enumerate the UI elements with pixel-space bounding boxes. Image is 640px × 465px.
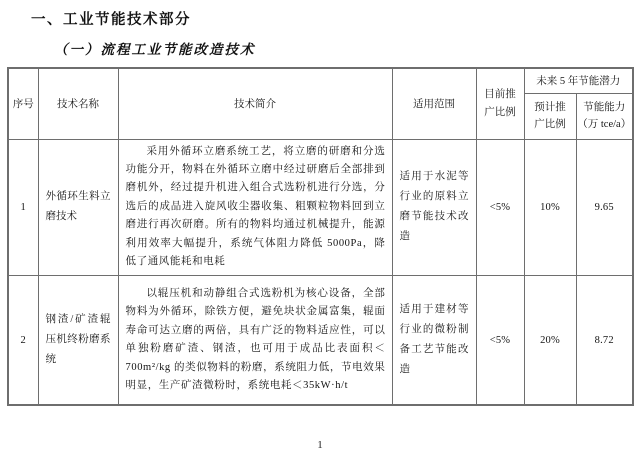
cell-tech-brief	[118, 275, 392, 405]
cell-tech-name	[38, 275, 118, 405]
cell-expected-ratio: 20%	[524, 275, 576, 405]
col-header-expected-ratio	[524, 93, 576, 139]
technology-table	[7, 67, 634, 406]
cell-seq: 2	[8, 275, 38, 405]
col-header-expected-ratio-line2: 广比例	[534, 119, 566, 130]
cell-scope	[392, 139, 476, 275]
col-header-name: 技术名称	[38, 68, 118, 139]
tech-name-text: 钢渣/矿渣辊压机终粉磨系统	[45, 314, 111, 365]
col-header-capacity-line2: （万 tce/a）	[577, 119, 632, 130]
col-header-current-ratio	[476, 68, 524, 139]
scope-text: 适用于水泥等行业的原料立磨节能技术改造	[399, 171, 469, 243]
cell-seq: 1	[8, 139, 38, 275]
col-header-seq: 序号	[8, 68, 38, 139]
cell-expected-ratio: 10%	[524, 139, 576, 275]
col-header-current-ratio-line1: 目前推	[484, 89, 516, 101]
section-heading: 一、工业节能技术部分	[31, 12, 191, 28]
cell-current-ratio: <5%	[476, 275, 524, 405]
cell-current-ratio: <5%	[476, 139, 524, 275]
subsection-heading: （一）流程工业节能改造技术	[54, 42, 256, 58]
table-row	[8, 139, 633, 275]
col-header-brief: 技术简介	[118, 68, 392, 139]
col-header-future-potential-group: 未来 5 年节能潜力	[524, 68, 633, 93]
col-header-expected-ratio-line1: 预计推	[534, 101, 566, 113]
col-header-capacity	[576, 93, 633, 139]
tech-brief-text: 以辊压机和动静组合式选粉机为核心设备，全部物料为外循环，除铁方便，避免块状金属富集，辊面寿命可达立磨的两倍，具有广泛的物料适应性，可以单独粉磨矿渣、钢渣，也可用于成品比表面积＜700m²/kg 的类似物料的粉磨，系统阻力低，节电效果明显，生产矿渣微粉时，系统电耗＜35kW·h/t	[125, 287, 386, 391]
page-number: 1	[317, 439, 323, 451]
cell-tech-brief	[118, 139, 392, 275]
cell-capacity: 9.65	[576, 139, 633, 275]
scope-text: 适用于建材等行业的微粉制备工艺节能改造	[399, 304, 469, 375]
cell-tech-name	[38, 139, 118, 275]
col-header-scope: 适用范围	[392, 68, 476, 139]
col-header-current-ratio-line2: 广比例	[484, 106, 516, 118]
table-row	[8, 275, 633, 405]
table-header-row	[8, 68, 633, 93]
tech-brief-text: 采用外循环立磨系统工艺，将立磨的研磨和分选功能分开，物料在外循环立磨中经过研磨后全部排到磨机外，经过提升机进入组合式选粉机进行分选，分选后的成品进入旋风收尘器收集、粗颗粒物料回到立磨进行再次研磨。所有的物料均通过机械提升，能源利用效率大幅提升，系统气体阻力降低 5000Pa，降低了通风能耗和电耗	[125, 145, 386, 268]
col-header-capacity-line1: 节能能力	[583, 101, 626, 113]
tech-name-text: 外循环生料立磨技术	[45, 191, 111, 223]
cell-capacity: 8.72	[576, 275, 633, 405]
cell-scope	[392, 275, 476, 405]
